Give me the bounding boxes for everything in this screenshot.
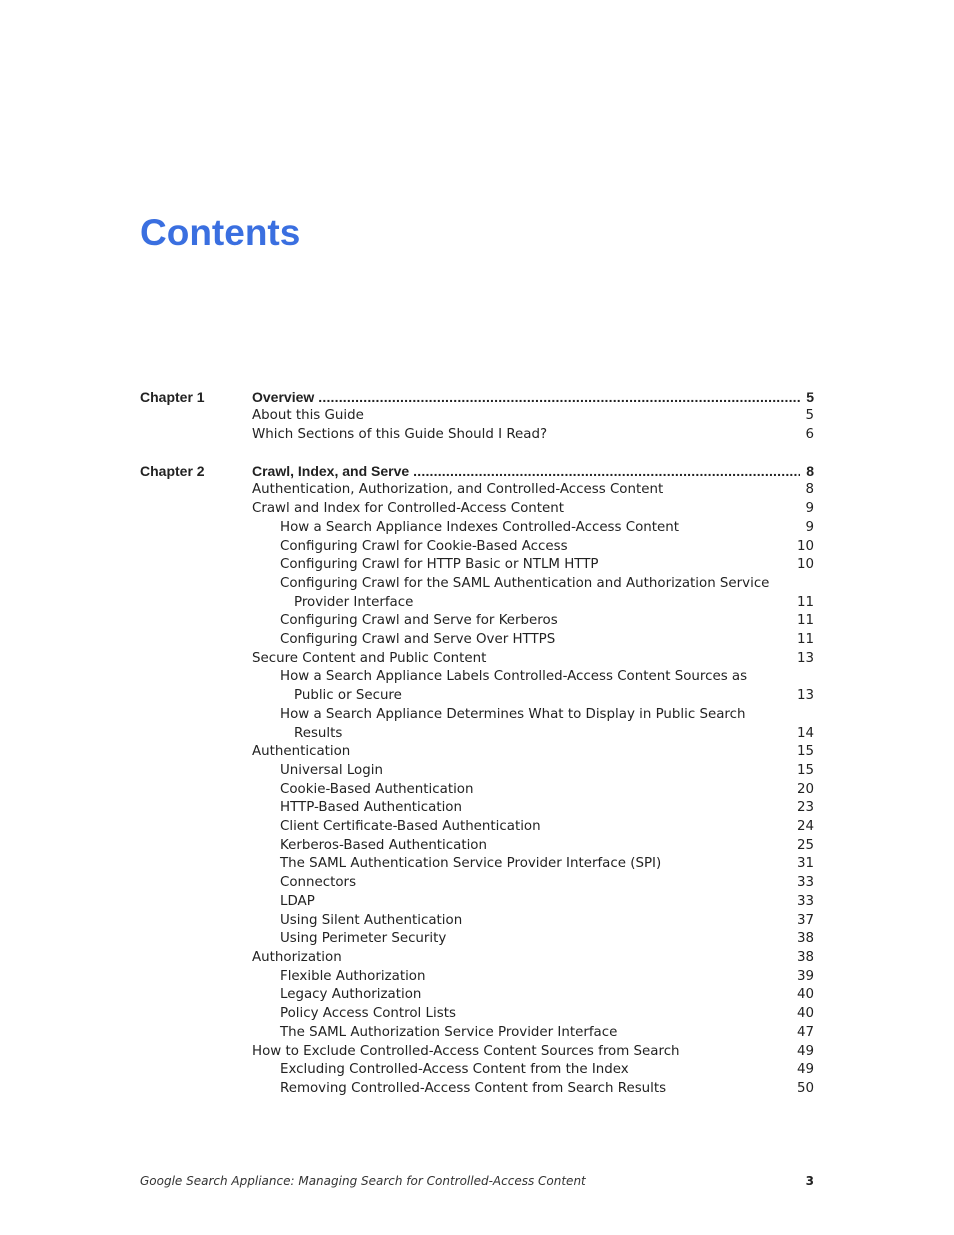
toc-entry-page: 47 [796, 1024, 814, 1040]
toc-entry-title: The SAML Authentication Service Provider Interface (SPI) [280, 856, 662, 872]
toc-entry-page: 31 [796, 856, 814, 872]
toc-subentry[interactable] [252, 668, 814, 705]
toc-entry[interactable] [252, 481, 814, 500]
toc-entry-page: 6 [805, 426, 814, 442]
toc-entry-title: Cookie-Based Authentication [280, 781, 474, 797]
toc-entry-title: How a Search Appliance Determines What to Display in Public Search Results [280, 706, 746, 741]
toc-entry-page: 50 [796, 1080, 814, 1096]
toc-entry-page: 40 [796, 987, 814, 1003]
toc-entry[interactable] [252, 426, 814, 445]
chapter-label: Chapter 1 [140, 389, 205, 405]
toc-entry-title: How a Search Appliance Indexes Controlled-Access Content [280, 519, 680, 535]
toc-entry-page: 20 [796, 781, 814, 797]
toc-entry-title: Crawl and Index for Controlled-Access Content [252, 501, 564, 517]
toc-entry-page: 13 [796, 688, 814, 704]
toc-entry-page: 13 [796, 650, 814, 666]
toc-entry-page: 8 [805, 482, 814, 498]
toc-subentry[interactable] [252, 818, 814, 837]
table-of-contents [0, 387, 954, 1116]
toc-entry-page: 9 [805, 501, 814, 517]
toc-chapter-heading[interactable] [252, 461, 814, 481]
toc-subentry[interactable] [252, 912, 814, 931]
toc-chapter [0, 461, 954, 1098]
toc-subentry[interactable] [252, 1061, 814, 1080]
toc-entry-title: Configuring Crawl for HTTP Basic or NTLM HTTP [280, 557, 599, 573]
toc-entry-page: 5 [805, 408, 814, 423]
toc-entry-page: 23 [796, 800, 814, 816]
toc-entry-title: Configuring Crawl and Serve for Kerberos [280, 613, 558, 629]
toc-entry-page: 15 [796, 762, 814, 778]
toc-entry-page: 5 [806, 389, 814, 405]
toc-entry-page: 10 [796, 538, 814, 554]
toc-entry[interactable] [252, 743, 814, 762]
toc-entry-title: Configuring Crawl for the SAML Authentication and Authorization Service Provider Interface [280, 575, 770, 610]
toc-entry-page: 38 [796, 949, 814, 965]
footer-title: Google Search Appliance: Managing Search for Controlled-Access Content [140, 1174, 586, 1188]
toc-entry-page: 9 [805, 519, 814, 535]
toc-entry-title: Secure Content and Public Content [252, 650, 487, 666]
toc-subentry[interactable] [252, 556, 814, 575]
toc-entry-page: 10 [796, 557, 814, 573]
toc-entry-title: Configuring Crawl for Cookie-Based Access [280, 538, 568, 554]
toc-subentry[interactable] [252, 799, 814, 818]
toc-entry-page: 37 [796, 912, 814, 928]
toc-entry[interactable] [252, 1043, 814, 1062]
toc-entry-title: How a Search Appliance Labels Controlled-Access Content Sources as Public or Secure [280, 669, 748, 704]
dot-leader [318, 387, 800, 407]
page-footer [140, 1173, 814, 1189]
toc-subentry[interactable] [252, 837, 814, 856]
toc-entry-title: LDAP [280, 893, 315, 909]
toc-entry-page: 15 [796, 744, 814, 760]
chapter-label: Chapter 2 [140, 463, 205, 480]
toc-subentry[interactable] [252, 762, 814, 781]
toc-chapter [0, 387, 954, 444]
toc-entry-page: 33 [796, 893, 814, 909]
toc-entry-title: Excluding Controlled-Access Content from the Index [280, 1062, 629, 1078]
toc-entry-page: 11 [796, 632, 814, 648]
chapter-entries [252, 387, 814, 444]
toc-entry-title: Authorization [252, 949, 342, 965]
toc-entry-title: Policy Access Control Lists [280, 1006, 456, 1022]
toc-entry-title: How to Exclude Controlled-Access Content Sources from Search [252, 1043, 680, 1059]
toc-entry-title: Using Perimeter Security [280, 931, 447, 947]
toc-entry-title: HTTP-Based Authentication [280, 800, 462, 816]
toc-entry-page: 11 [796, 594, 814, 610]
toc-entry-title: Which Sections of this Guide Should I Read? [252, 426, 548, 442]
toc-entry-page: 49 [796, 1062, 814, 1078]
toc-subentry[interactable] [252, 612, 814, 631]
toc-entry[interactable] [252, 949, 814, 968]
toc-entry-page: 11 [796, 613, 814, 629]
toc-entry-title: Overview [252, 389, 315, 405]
toc-entry-title: Client Certificate-Based Authentication [280, 819, 541, 835]
toc-subentry[interactable] [252, 1024, 814, 1043]
toc-entry-page: 24 [796, 819, 814, 835]
toc-entry-title: Kerberos-Based Authentication [280, 837, 487, 853]
toc-entry-page: 14 [796, 725, 814, 741]
toc-entry-title: About this Guide [252, 408, 364, 423]
page-title: Contents [140, 212, 301, 253]
toc-entry-page: 40 [796, 1006, 814, 1022]
toc-entry[interactable] [252, 650, 814, 669]
toc-entry-title: Authentication [252, 744, 351, 760]
toc-subentry[interactable] [252, 874, 814, 893]
toc-entry-title: Configuring Crawl and Serve Over HTTPS [280, 632, 556, 648]
toc-entry-title: Legacy Authorization [280, 987, 422, 1003]
toc-subentry[interactable] [252, 930, 814, 949]
toc-entry-title: Using Silent Authentication [280, 912, 463, 928]
dot-leader [413, 461, 800, 481]
toc-subentry[interactable] [252, 893, 814, 912]
toc-subentry[interactable] [252, 575, 814, 612]
toc-entry-page: 38 [796, 931, 814, 947]
toc-entry-page: 8 [806, 463, 814, 480]
toc-subentry[interactable] [252, 538, 814, 557]
toc-subentry[interactable] [252, 781, 814, 800]
toc-subentry[interactable] [252, 986, 814, 1005]
toc-subentry[interactable] [252, 968, 814, 987]
footer-page-number: 3 [805, 1174, 814, 1188]
toc-subentry[interactable] [252, 855, 814, 874]
toc-subentry[interactable] [252, 519, 814, 538]
toc-subentry[interactable] [252, 631, 814, 650]
toc-entry[interactable] [252, 500, 814, 519]
toc-entry-title: The SAML Authorization Service Provider Interface [280, 1024, 618, 1040]
chapter-entries [252, 461, 814, 1098]
toc-subentry[interactable] [252, 1005, 814, 1024]
toc-entry-title: Flexible Authorization [280, 968, 426, 984]
toc-entry-title: Removing Controlled-Access Content from Search Results [280, 1080, 667, 1096]
toc-entry-page: 49 [796, 1043, 814, 1059]
toc-entry-title: Authentication, Authorization, and Controlled-Access Content [252, 482, 664, 498]
toc-subentry[interactable] [252, 1080, 814, 1099]
toc-entry-title: Crawl, Index, and Serve [252, 463, 410, 480]
toc-entry-page: 33 [796, 875, 814, 891]
toc-chapter-heading[interactable] [252, 387, 814, 407]
toc-entry[interactable] [252, 407, 814, 426]
toc-entry-title: Connectors [280, 875, 357, 891]
toc-subentry[interactable] [252, 706, 814, 743]
toc-entry-page: 25 [796, 837, 814, 853]
toc-entry-page: 39 [796, 968, 814, 984]
toc-entry-title: Universal Login [280, 762, 383, 778]
